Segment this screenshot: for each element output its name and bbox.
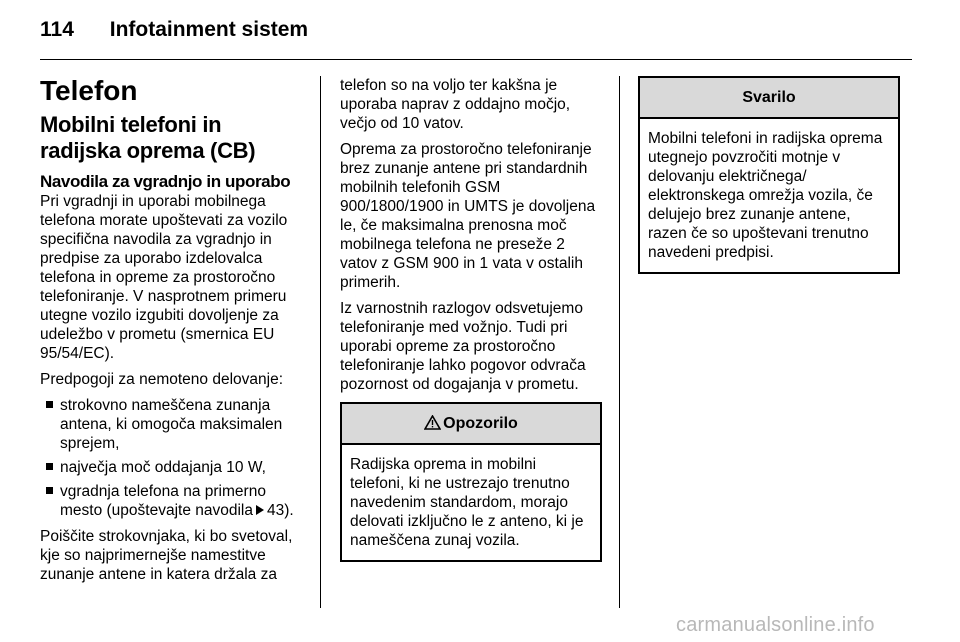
list-item: največja moč oddajanja 10 W, bbox=[40, 458, 306, 477]
warning-box bbox=[340, 402, 602, 562]
paragraph: Oprema za prostoročno telefoniranje brez zunanje antene pri standardnih mobilnih telefonih GSM 900/1800/1900 in UMTS je dovoljena le, če maksimalna prenosna moč mobilnega telefona ne preseže 2 vatov z GSM 900 in 1 vata v ostalih primerih. bbox=[340, 141, 596, 291]
section-title: Infotainment sistem bbox=[109, 18, 309, 41]
page-number: 114 bbox=[40, 18, 74, 41]
paragraph: Predpogoji za nemoteno delovanje: bbox=[40, 371, 284, 388]
paragraph: Iz varnostnih razlogov odsvetujemo telefoniranje med vožnjo. Tudi pri uporabi opreme za prostoročno telefoniranje lahko pogovor odvrača pozornost od dogajanja v prometu. bbox=[340, 300, 586, 393]
subsection-heading: Navodila za vgradnjo in uporabo bbox=[40, 172, 291, 191]
list-item: vgradnja telefona na primerno mesto (upoštevajte navodila 43). bbox=[40, 482, 306, 520]
paragraph: Pri vgradnji in uporabi mobilnega telefona morate upoštevati za vozilo specifična navodila za vgradnjo in predpise za uporabo izdelovalca telefona in opreme za prostoročno telefoniranje. V nasprotnem primeru utegne vozilo izgubiti dovoljenje za udeležbo v prometu (smernica EU 95/54/EC). bbox=[40, 193, 288, 362]
caution-title: Svarilo bbox=[640, 78, 898, 119]
list-item: strokovno nameščena zunanja antena, ki omogoča maksimalen sprejem, bbox=[40, 396, 306, 453]
square-bullet-icon bbox=[46, 463, 53, 470]
page-reference[interactable]: 43). bbox=[267, 502, 294, 519]
square-bullet-icon bbox=[46, 401, 53, 408]
column-1 bbox=[40, 76, 306, 591]
page-reference-triangle-icon bbox=[256, 505, 264, 515]
watermark: carmanualsonline.info bbox=[676, 614, 875, 636]
caution-text: Mobilni telefoni in radijska oprema utegnejo povzročiti motnje v delovanju električnega/ elektronskega omrežja vozila, če delujejo brez zunanje antene, razen če so upoštevani trenutno navedeni predpisi. bbox=[648, 130, 883, 261]
square-bullet-icon bbox=[46, 487, 53, 494]
column-divider bbox=[320, 76, 321, 608]
requirements-list bbox=[40, 396, 306, 520]
paragraph: Poiščite strokovnjaka, ki bo svetoval, kje so najprimernejše namestitve zunanje antene in katera držala za bbox=[40, 528, 293, 583]
header-rule bbox=[40, 59, 912, 60]
warning-title: Opozorilo bbox=[443, 415, 518, 432]
running-header bbox=[40, 18, 308, 42]
column-divider bbox=[619, 76, 620, 608]
paragraph: telefon so na voljo ter kakšna je uporaba naprav z oddajno močjo, večjo od 10 vatov. bbox=[340, 77, 571, 132]
chapter-title: Telefon bbox=[40, 75, 138, 106]
caution-box bbox=[638, 76, 900, 274]
warning-text: Radijska oprema in mobilni telefoni, ki ne ustrezajo trenutno navedenim standardom, morajo delovati izključno le z anteno, ki je nameščena zunaj vozila. bbox=[350, 456, 584, 549]
warning-heading bbox=[342, 404, 600, 445]
column-2 bbox=[340, 76, 606, 562]
column-3 bbox=[638, 76, 904, 274]
warning-triangle-icon bbox=[424, 415, 441, 430]
section-heading: Mobilni telefoni in radijska oprema (CB) bbox=[40, 112, 256, 163]
